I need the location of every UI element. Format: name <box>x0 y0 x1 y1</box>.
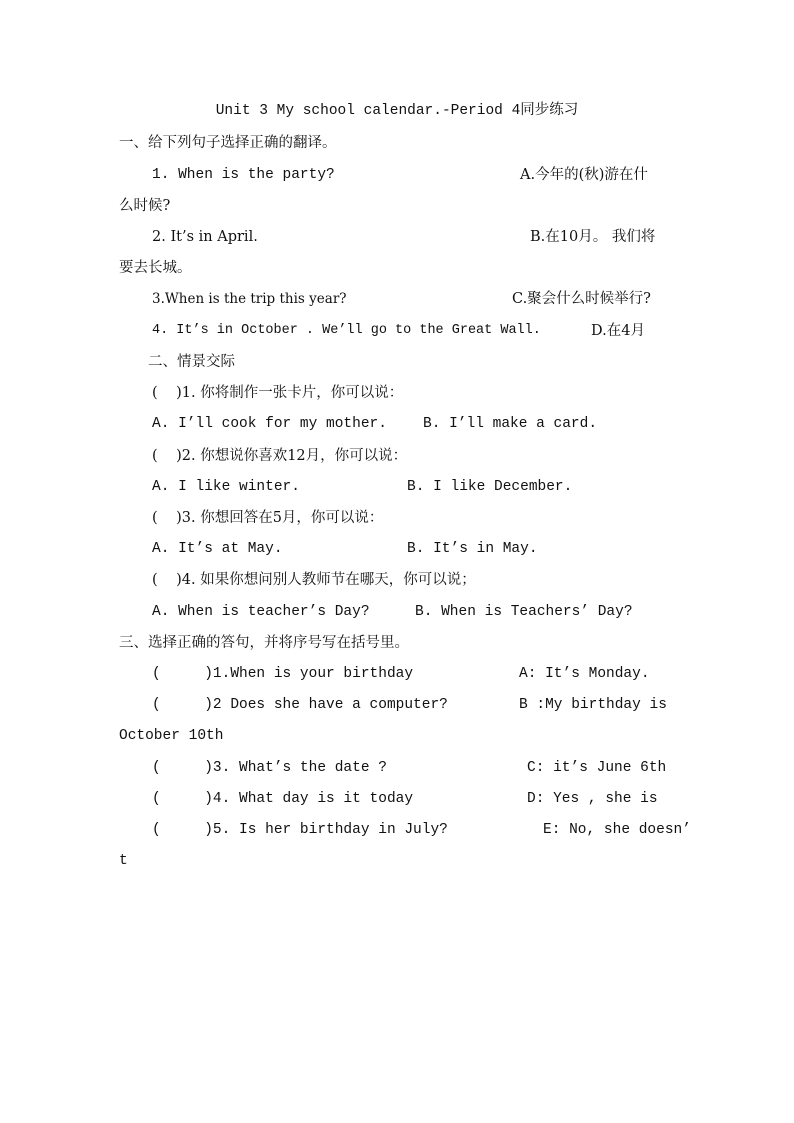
s2-q4-option-a: A. When is teacher’s Day? <box>152 604 370 620</box>
s2-question-1: ( )1. 你将制作一张卡片，你可以说： <box>152 385 404 401</box>
s1-question-4: 4. It’s in October . We’ll go to the Great Wall. <box>152 323 541 338</box>
s3-answer-b: B :My birthday is <box>519 697 667 713</box>
s2-question-4: ( )4. 如果你想问别人教师节在哪天，你可以说； <box>152 572 476 588</box>
s3-question-3: ( )3. What’s the date ? <box>152 760 387 776</box>
s1-answer-2-cont: 要去长城。 <box>119 260 192 276</box>
s1-answer-3: C.聚会什么时候举行? <box>512 291 651 307</box>
s2-q3-option-b: B. It’s in May. <box>407 541 538 557</box>
s1-answer-2: B.在10月。 我们将 <box>530 229 656 245</box>
s3-answer-c: C: it’s June 6th <box>527 760 667 776</box>
s3-question-1: ( )1.When is your birthday <box>152 666 414 682</box>
s1-question-1: 1. When is the party? <box>152 167 335 183</box>
s3-answer-d: D: Yes , she is <box>527 791 658 807</box>
s1-question-2: 2. It’s in April. <box>152 229 258 245</box>
section-3-heading: 三、选择正确的答句，并将序号写在括号里。 <box>119 635 409 651</box>
s3-answer-b-cont: October 10th <box>119 728 224 744</box>
s1-answer-1-cont: 么时候? <box>119 198 171 214</box>
s3-question-2: ( )2 Does she have a computer? <box>152 697 448 713</box>
s2-q2-option-b: B. I like December. <box>407 479 573 495</box>
s2-question-3: ( )3. 你想回答在5月，你可以说： <box>152 510 384 526</box>
page-title: Unit 3 My school calendar.-Period 4同步练习 <box>215 103 579 119</box>
s2-q2-option-a: A. I like winter. <box>152 479 300 495</box>
s3-answer-e: E: No, she doesn’ <box>543 822 691 838</box>
s3-answer-a: A: It’s Monday. <box>519 666 650 682</box>
section-1-heading: 一、给下列句子选择正确的翻译。 <box>119 135 337 151</box>
section-2-heading: 二、情景交际 <box>148 354 235 370</box>
s1-answer-4: D.在4月 <box>591 323 645 339</box>
s2-q1-option-b: B. I’ll make a card. <box>423 416 598 432</box>
s3-question-4: ( )4. What day is it today <box>152 791 414 807</box>
s2-question-2: ( )2. 你想说你喜欢12月，你可以说： <box>152 448 408 464</box>
s2-q3-option-a: A. It’s at May. <box>152 541 283 557</box>
s3-question-5: ( )5. Is her birthday in July? <box>152 822 448 838</box>
s1-answer-1: A.今年的(秋)游在什 <box>520 167 648 183</box>
s3-answer-e-cont: t <box>119 853 128 869</box>
s2-q1-option-a: A. I’ll cook for my mother. <box>152 416 387 432</box>
s1-question-3: 3.When is the trip this year? <box>152 291 347 307</box>
s2-q4-option-b: B. When is Teachers’ Day? <box>415 604 633 620</box>
